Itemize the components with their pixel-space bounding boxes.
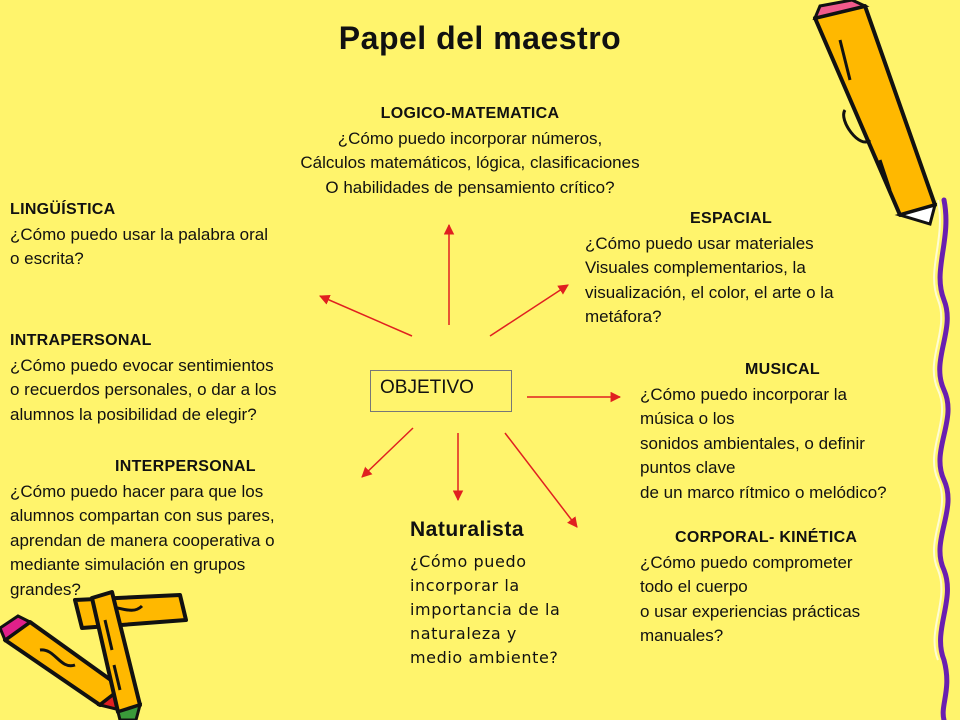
intrapersonal-heading: INTRAPERSONAL (10, 332, 152, 349)
linguistica-block (10, 198, 340, 272)
espacial-block (585, 207, 905, 330)
arrow-to-espacial (490, 285, 568, 336)
espacial-text: ¿Cómo puedo usar materiales Visuales complementarios, la visualización, el color, el arte o la metáfora? (585, 233, 834, 326)
page-title: Papel del maestro (338, 20, 622, 56)
interpersonal-heading: INTERPERSONAL (115, 458, 256, 475)
naturalista-block (410, 518, 610, 670)
arrow-to-corporal (505, 433, 577, 527)
naturalista-heading: Naturalista (410, 518, 525, 541)
musical-block (640, 358, 960, 505)
intrapersonal-text: ¿Cómo puedo evocar sentimientos o recuerdos personales, o dar a los alumnos la posibilidad de elegir? (10, 355, 277, 424)
linguistica-heading: LINGÜÍSTICA (10, 201, 116, 218)
corporal-heading: CORPORAL- KINÉTICA (675, 529, 858, 546)
espacial-heading: ESPACIAL (690, 210, 773, 227)
interpersonal-block (10, 455, 350, 602)
objetivo-box: OBJETIVO (370, 370, 512, 412)
logico-matematica-block (240, 102, 700, 200)
musical-text: ¿Cómo puedo incorporar la música o los sonidos ambientales, o definir puntos clave de un marco rítmico o melódico? (640, 384, 887, 502)
arrow-to-interpersonal (362, 428, 413, 477)
logico-text: ¿Cómo puedo incorporar números, Cálculos matemáticos, lógica, clasificaciones O habilidades de pensamiento crítico? (300, 128, 640, 197)
intrapersonal-block (10, 329, 350, 427)
interpersonal-text: ¿Cómo puedo hacer para que los alumnos compartan con sus pares, aprendan de manera cooperativa o mediante simulación en grupos grandes? (10, 481, 275, 599)
corporal-kinetica-block (640, 526, 960, 649)
naturalista-text: ¿Cómo puedo incorporar la importancia de la naturaleza y medio ambiente? (410, 552, 561, 667)
musical-heading: MUSICAL (745, 361, 820, 378)
corporal-text: ¿Cómo puedo comprometer todo el cuerpo o usar experiencias prácticas manuales? (640, 552, 861, 645)
linguistica-text: ¿Cómo puedo usar la palabra oral o escrita? (10, 224, 268, 268)
logico-heading: LOGICO-MATEMATICA (380, 105, 560, 122)
